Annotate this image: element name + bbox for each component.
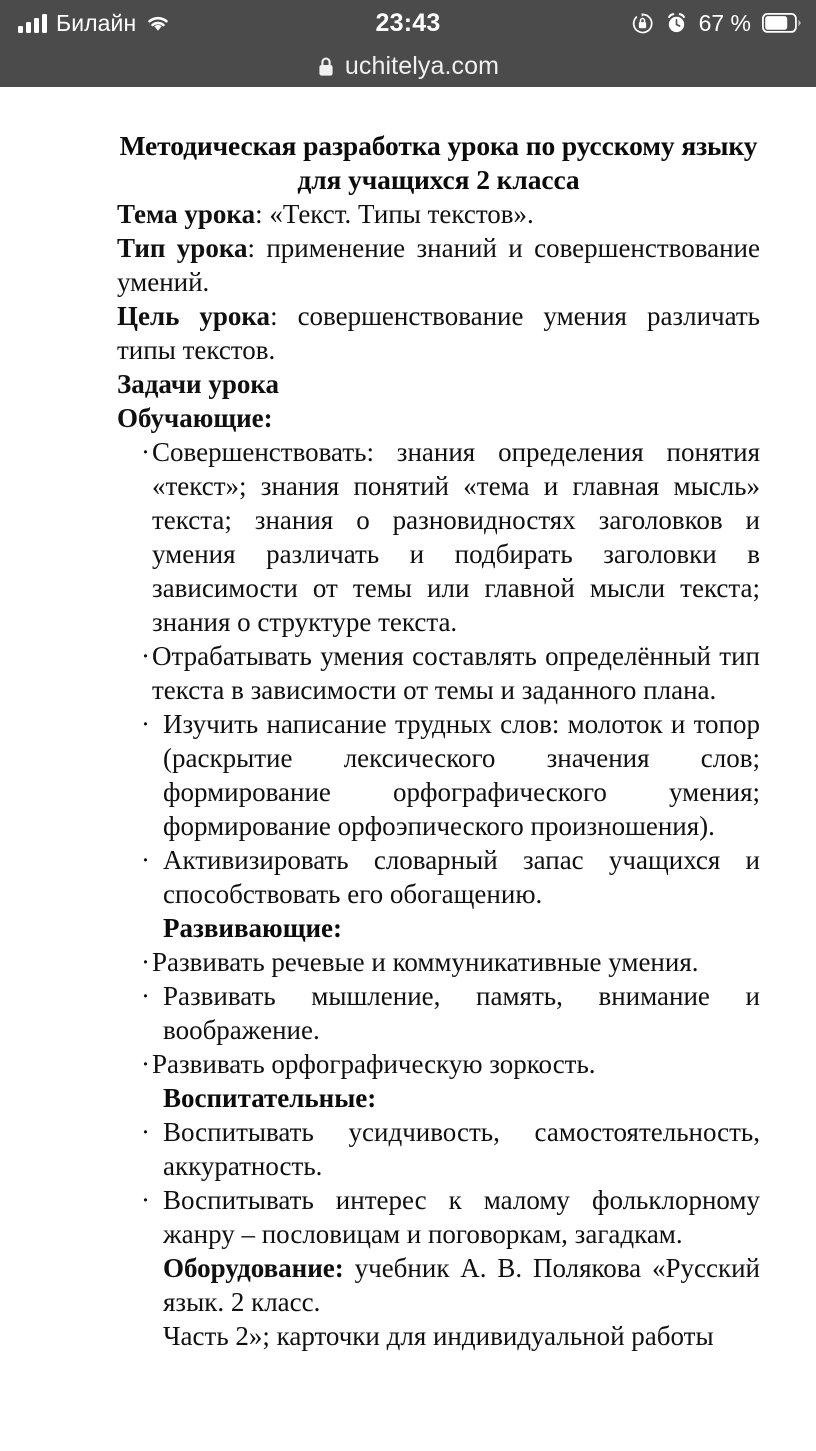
heading-lesson-tasks (117, 367, 760, 401)
carrier-name: Билайн (56, 9, 137, 36)
label-lesson-type: Тип урока (117, 233, 248, 263)
document-page (0, 87, 816, 1451)
paragraph-equipment (117, 1251, 760, 1319)
bullet-marker-icon: · (141, 1117, 150, 1147)
sep-lesson-topic: : (255, 199, 270, 229)
alarm-clock-icon (665, 12, 688, 35)
list-item (117, 945, 760, 979)
paragraph-lesson-type (117, 231, 760, 299)
bullet-marker-icon: · (141, 845, 150, 875)
bullet-marker-icon: · (141, 947, 150, 977)
heading-teaching-section (117, 401, 760, 435)
label-lesson-goal: Цель урока (117, 301, 271, 331)
paragraph-lesson-topic (117, 197, 760, 231)
bullet-marker-icon: · (141, 981, 150, 1011)
label-equipment: Оборудование: (163, 1253, 344, 1283)
text-equipment: учебник А. В. Полякова «Русский язык. 2 класс. (163, 1253, 760, 1317)
browser-chrome (0, 0, 816, 87)
rotation-lock-icon (631, 12, 654, 35)
clock: 23:43 (375, 8, 441, 37)
bullet-marker-icon: · (141, 437, 150, 467)
list-item-text: Изучить написание трудных слов: молоток и топор (раскрытие лексического значения слов; формирование орфографического умения; формирование орфоэпического произношения). (163, 709, 760, 841)
sep-lesson-type: : (247, 233, 267, 263)
list-item (117, 1183, 760, 1251)
lock-icon (317, 56, 335, 78)
list-item (117, 979, 760, 1047)
list-item-text: Развивать речевые и коммуникативные умения. (152, 947, 699, 977)
list-item-text: Воспитывать интерес к малому фольклорному жанру – пословицам и поговоркам, загадкам. (163, 1185, 760, 1249)
list-item (117, 639, 760, 707)
clipped-next-line (117, 1353, 760, 1369)
text-lesson-goal: совершенствование умения различать типы текстов. (117, 301, 760, 365)
bullet-marker-icon: · (141, 1185, 150, 1215)
paragraph-lesson-goal (117, 299, 760, 367)
battery-percent-label: 67 % (698, 9, 751, 36)
heading-upbringing-section: Воспитательные: (163, 1083, 377, 1113)
list-item-text: Развивать мышление, память, внимание и воображение. (163, 981, 760, 1045)
list-item (117, 1115, 760, 1183)
battery-icon (762, 13, 802, 33)
status-bar-right-group (631, 0, 802, 46)
bullet-marker-icon: · (141, 709, 150, 739)
list-item (117, 1047, 760, 1081)
list-item-text: Активизировать словарный запас учащихся и способствовать его обогащению. (163, 845, 760, 909)
heading-lesson-tasks-label: Задачи урока (117, 369, 280, 399)
list-item (117, 435, 760, 639)
document-title-line-1: Методическая разработка урока по русскому языку (119, 130, 758, 161)
url-text: uchitelya.com (344, 52, 500, 80)
list-item (117, 843, 760, 911)
list-item-text: Воспитывать усидчивость, самостоятельность, аккуратность. (163, 1117, 760, 1181)
text-lesson-topic: «Текст. Типы текстов». (269, 199, 534, 229)
text-lesson-type: применение знаний и совершенствование умений. (117, 233, 760, 297)
paragraph-equipment-line-2: Часть 2»; карточки для индивидуальной работы (163, 1321, 714, 1351)
document-title-line-2: для учащихся 2 класса (297, 164, 580, 195)
list-item-text: Совершенствовать: знания определения понятия «текст»; знания понятий «тема и главная мысль» текста; знания о разновидностях заголовков и умения различать и подбирать заголовки в зависимости от темы или главной мысли текста; знания о структуре текста. (152, 437, 760, 637)
heading-developing-section: Развивающие: (163, 913, 343, 943)
bullet-marker-icon: · (141, 1049, 150, 1079)
list-item-text: Отрабатывать умения составлять определённый тип текста в зависимости от темы и заданного плана. (152, 641, 760, 705)
sep-lesson-goal: : (270, 301, 298, 331)
label-lesson-topic: Тема урока (117, 199, 256, 229)
heading-teaching-label: Обучающие: (117, 403, 273, 433)
list-item (117, 707, 760, 843)
list-item-text: Развивать орфографическую зоркость. (152, 1049, 596, 1079)
document-body (117, 129, 760, 1369)
status-bar (0, 0, 816, 46)
url-bar[interactable] (0, 46, 816, 87)
bullet-marker-icon: · (141, 641, 150, 671)
